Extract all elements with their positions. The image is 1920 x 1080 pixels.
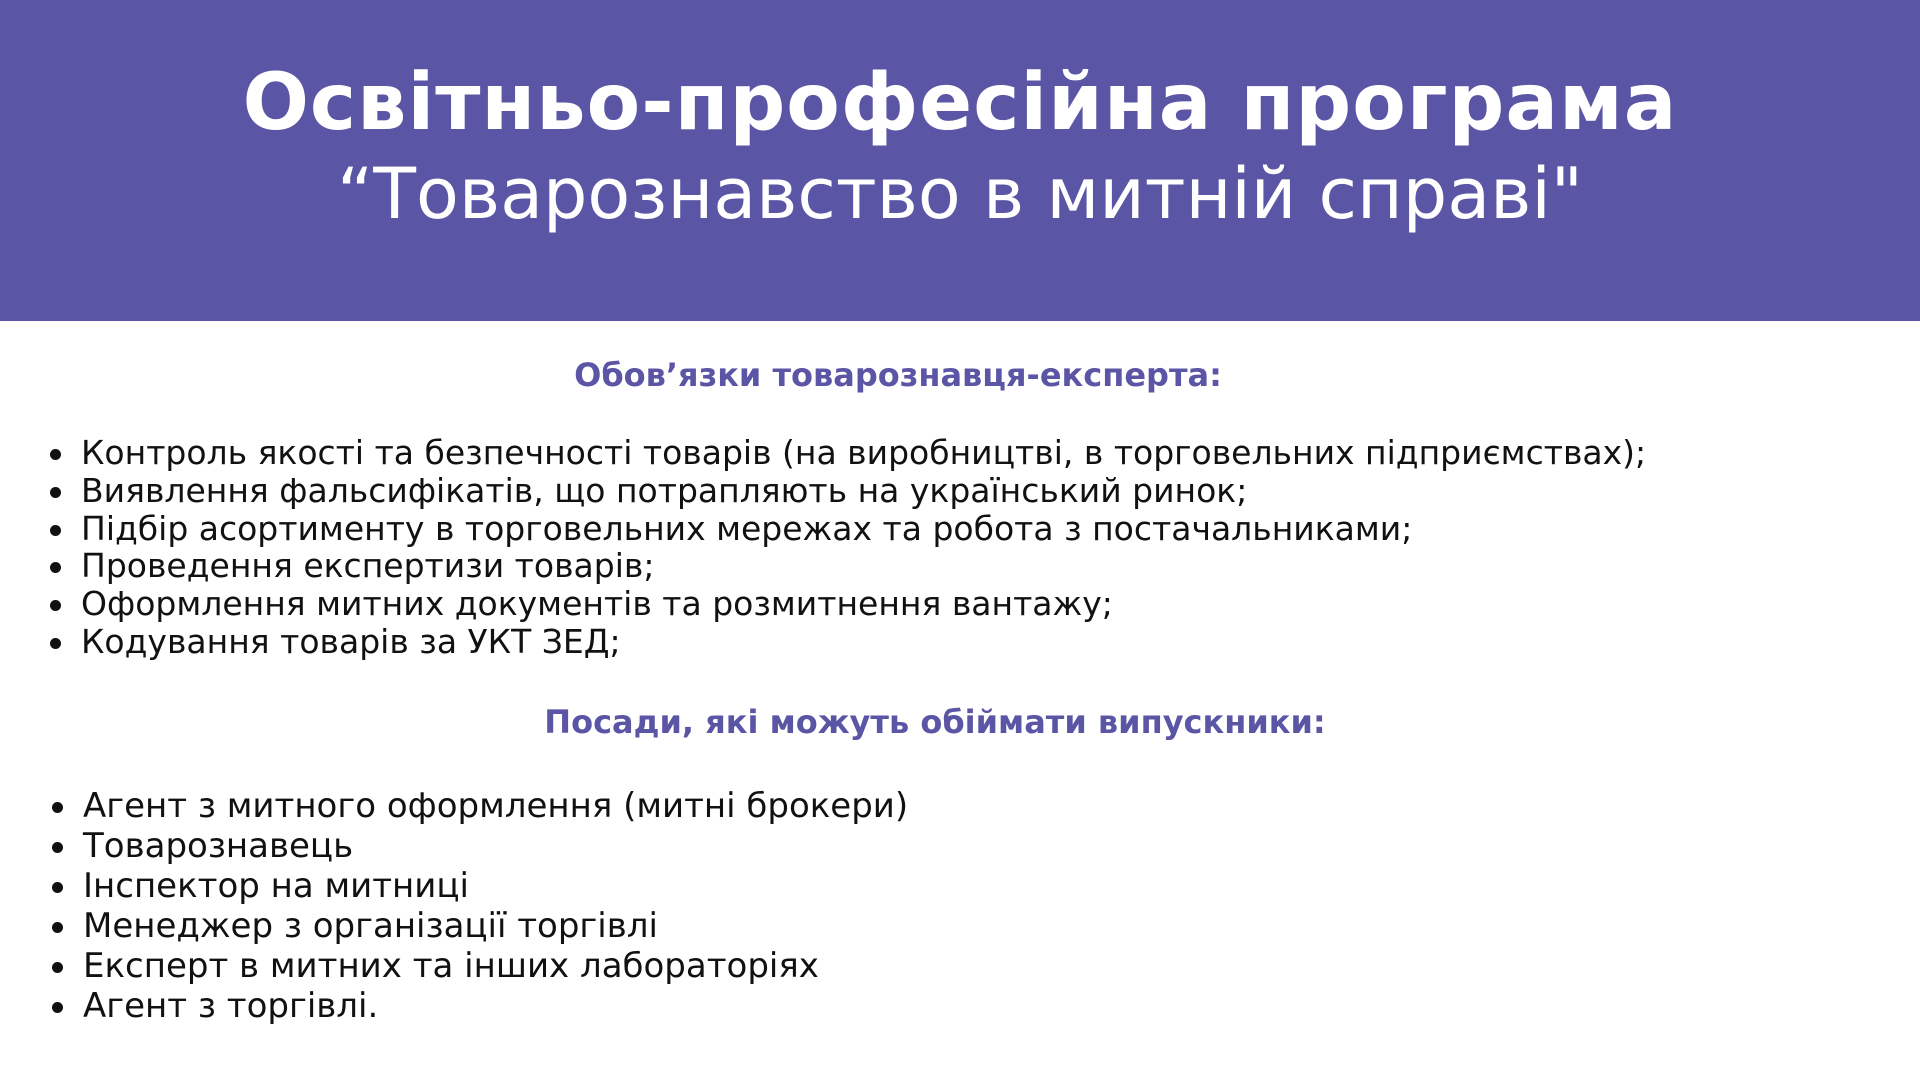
- bullet-icon: [52, 962, 63, 973]
- header-banner: [0, 0, 1920, 321]
- bullet-icon: [52, 842, 63, 853]
- list-item-text: Проведення експертизи товарів;: [81, 546, 655, 586]
- list-item-text: Товарознавець: [83, 826, 354, 866]
- duties-heading: Обов’язки товарознавця-експерта:: [574, 356, 1222, 394]
- program-name: “Товарознавство в митній справі": [336, 153, 1584, 235]
- list-item-text: Оформлення митних документів та розмитнення вантажу;: [81, 584, 1113, 624]
- list-item: [50, 623, 1646, 661]
- list-item-text: Агент з торгівлі.: [83, 986, 379, 1026]
- list-item: [50, 585, 1646, 623]
- list-item-text: Контроль якості та безпечності товарів (на виробництві, в торговельних підприємствах);: [81, 433, 1647, 472]
- list-item-text: Агент з митного оформлення (митні брокери): [83, 786, 909, 826]
- positions-heading: Посади, які можуть обіймати випускники:: [544, 703, 1326, 741]
- bullet-icon: [52, 922, 63, 933]
- list-item: [52, 946, 908, 986]
- bullet-icon: [50, 638, 61, 649]
- list-item: [50, 510, 1646, 548]
- bullet-icon: [50, 487, 61, 498]
- list-item-text: Кодування товарів за УКТ ЗЕД;: [81, 621, 621, 661]
- positions-list: [52, 786, 908, 1026]
- bullet-icon: [50, 525, 61, 536]
- list-item-text: Експерт в митних та інших лабораторіях: [83, 946, 819, 986]
- bullet-icon: [50, 600, 61, 611]
- bullet-icon: [52, 802, 63, 813]
- list-item-text: Інспектор на митниці: [83, 866, 469, 906]
- list-item: [52, 866, 908, 906]
- bullet-icon: [52, 882, 63, 893]
- list-item: [52, 906, 908, 946]
- bullet-icon: [52, 1002, 63, 1013]
- list-item-text: Менеджер з організації торгівлі: [83, 906, 658, 946]
- duties-list: [50, 434, 1646, 661]
- list-item: [50, 472, 1646, 510]
- list-item-text: Виявлення фальсифікатів, що потрапляють на український ринок;: [81, 470, 1248, 510]
- bullet-icon: [50, 562, 61, 573]
- list-item: [52, 986, 908, 1026]
- list-item: [50, 434, 1646, 472]
- page-title: Освітньо-професійна програма: [242, 58, 1678, 148]
- bullet-icon: [50, 449, 61, 460]
- list-item: [52, 826, 908, 866]
- list-item-text: Підбір асортименту в торговельних мережах та робота з постачальниками;: [81, 508, 1413, 548]
- list-item: [52, 786, 908, 826]
- list-item: [50, 547, 1646, 585]
